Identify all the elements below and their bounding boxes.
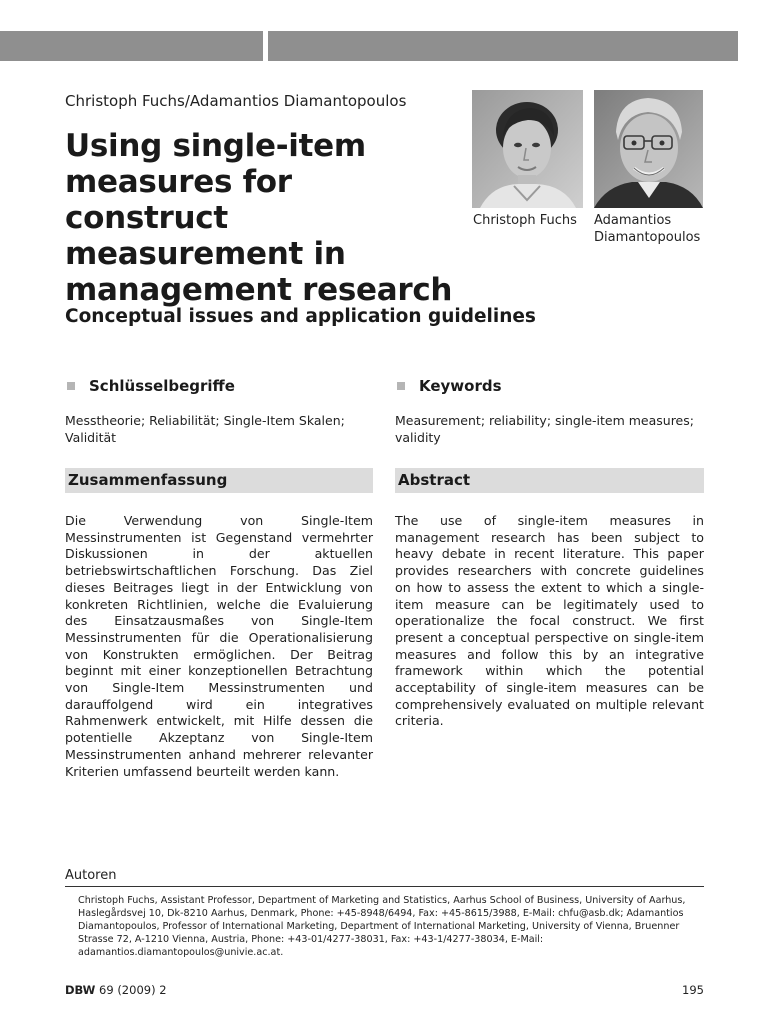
authors-affiliations: Christoph Fuchs, Assistant Professor, Department of Marketing and Statistics, Aarhus School of Business, University of Aarhus, Haslegårdsvej 10, Dk-8210 Aarhus, Denmark, Phone: +45-8948/6494, Fax: +45-8615/3988, E-Mail: chfu@asb.dk; Adamantios Diamantopoulos, Professor of International Marketing, Department of International Marketing, University of Vienna, Bruenner Strasse 72, A-1210 Vienna, Austria, Phone: +43-01/4277-38031, Fax: +43-1/4277-38034, E-Mail: adamantios.diamantopoulos@univie.ac.at. (78, 895, 686, 958)
photo-caption-diamantopoulos (594, 212, 714, 246)
heading-label: Keywords (419, 377, 502, 395)
abstract-text: The use of single-item measures in management research has been subject to heavy debate in recent literature. This paper provides researchers with concrete guidelines on how to assess the extent to which a single-item measure can be legitimately used to operationalize the focal construct. We first present a conceptual perspective on single-item measures and follow this by an integrative framework within which the potential acceptability of single-item measures can be comprehensively evaluated on multiple relevant criteria. (395, 513, 704, 729)
top-bar-left (0, 31, 263, 61)
article-subtitle: Conceptual issues and application guidelines (65, 306, 536, 327)
article-title: Using single-item measures for construct measurement in management research (65, 128, 453, 308)
photo-caption-fuchs: Christoph Fuchs (473, 213, 577, 228)
abstract-heading: Abstract (395, 468, 704, 493)
author-photo-diamantopoulos (594, 90, 703, 208)
keywords-en-text: Measurement; reliability; single-item measures; validity (395, 413, 694, 445)
journal-citation (65, 983, 167, 997)
article-authors: Christoph Fuchs/Adamantios Diamantopoulos (65, 92, 407, 110)
caption-line: Adamantios (594, 213, 672, 228)
author-photo-fuchs (472, 90, 583, 208)
keywords-de-heading (67, 377, 235, 395)
summary-de-text: Die Verwendung von Single-Item Messinstrumenten ist Gegenstand vermehrter Diskussionen in der aktuellen betriebswirtschaftlichen Forschung. Das Ziel dieses Beitrages liegt in der Entwicklung von konkreten Richtlinien, welche die Evaluierung des Einsatzausmaßes von Single-Item Messinstrumenten für die Operationalisierung von Konstrukten ermöglichen. Der Beitrag beginnt mit einer konzeptionellen Betrachtung von Single-Item Messinstrumenten und darauffolgend wird ein integratives Rahmenwerk entwickelt, mit Hilfe dessen die potentielle Akzeptanz von Single-Item Messinstrumenten anhand mehrerer relevanter Kriterien umfassend beurteilt werden kann. (65, 513, 373, 779)
keywords-de-text: Messtheorie; Reliabilität; Single-Item Skalen; Validität (65, 413, 345, 445)
caption-line: Diamantopoulos (594, 230, 701, 245)
top-bar-right (268, 31, 738, 61)
square-bullet-icon (397, 382, 405, 390)
page-number: 195 (682, 983, 704, 997)
summary-de-heading: Zusammenfassung (65, 468, 373, 493)
heading-label: Schlüsselbegriffe (89, 377, 235, 395)
authors-box-label: Autoren (65, 868, 117, 883)
square-bullet-icon (67, 382, 75, 390)
journal-name: DBW (65, 983, 96, 997)
keywords-en-heading (397, 377, 502, 395)
divider (65, 886, 704, 887)
journal-issue: 69 (2009) 2 (99, 983, 167, 997)
